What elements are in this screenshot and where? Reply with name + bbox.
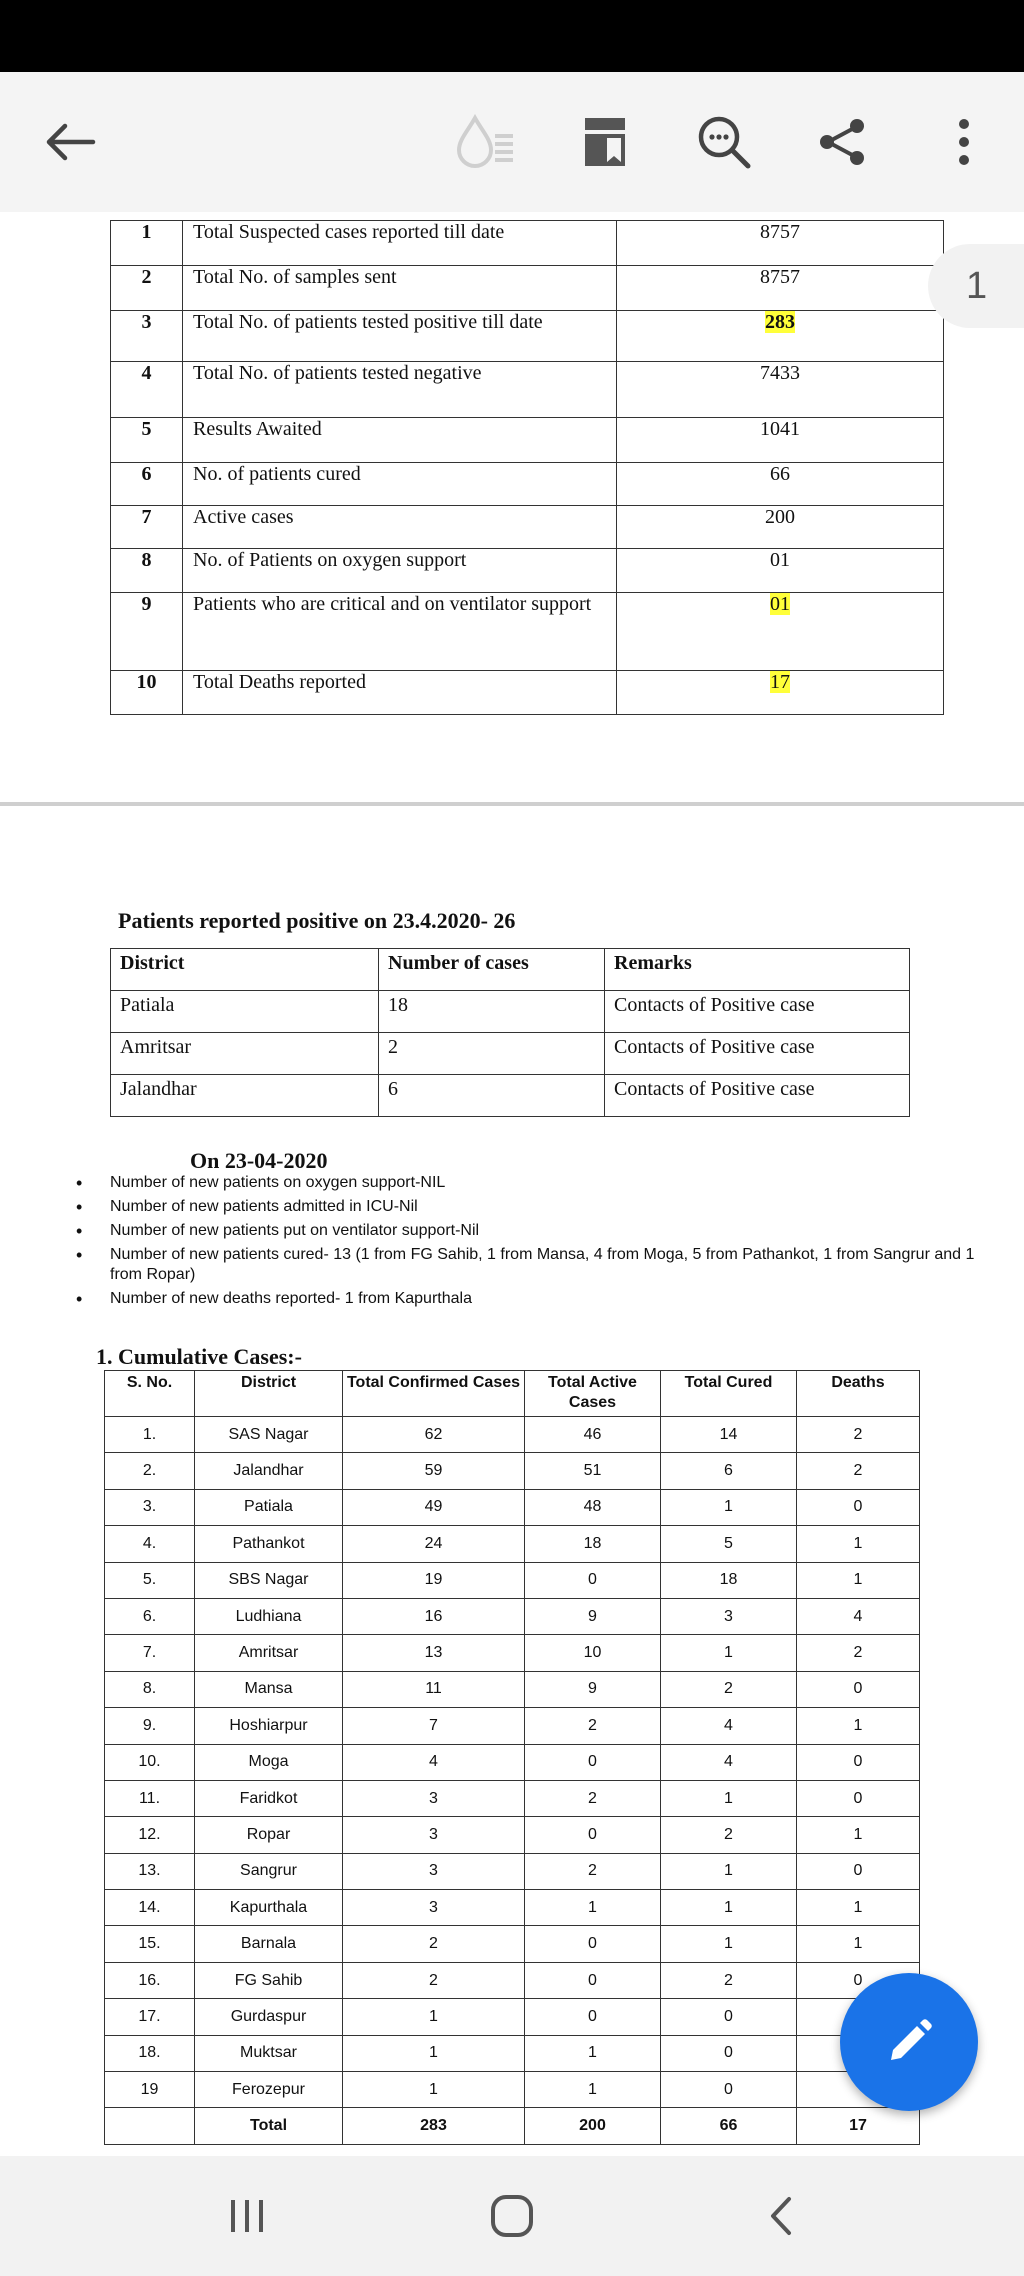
edit-fab-button[interactable] — [840, 1973, 978, 2111]
table-row — [105, 1890, 920, 1926]
table-cell: Jalandhar — [111, 1075, 379, 1117]
table-cell: 2 — [661, 1671, 797, 1707]
table-cell: 18 — [661, 1562, 797, 1598]
table-cell: 0 — [525, 1926, 661, 1962]
header-cell: Remarks — [605, 949, 910, 991]
serial-number: 10 — [111, 671, 183, 715]
table-cell: 18 — [379, 991, 605, 1033]
table-cell: 4 — [797, 1598, 920, 1634]
table-cell: 4 — [343, 1744, 525, 1780]
page-divider — [0, 802, 1024, 806]
table-cell: 1 — [661, 1890, 797, 1926]
table-cell: 2 — [343, 1926, 525, 1962]
table-row — [111, 671, 944, 715]
summary-table — [110, 220, 944, 715]
row-label — [183, 221, 617, 266]
table-cell: 1 — [661, 1780, 797, 1816]
serial-number: 4 — [111, 362, 183, 418]
table-row — [111, 463, 944, 506]
table-cell: 0 — [797, 1780, 920, 1816]
row-value — [617, 549, 944, 593]
table-cell: 6 — [379, 1075, 605, 1117]
table-row — [111, 311, 944, 362]
table-cell: Jalandhar — [195, 1453, 343, 1489]
table-cell: 5. — [105, 1562, 195, 1598]
header-cell: Number of cases — [379, 949, 605, 991]
table-cell: 14 — [661, 1417, 797, 1453]
row-value-text: 8757 — [760, 266, 800, 288]
table-cell: 46 — [525, 1417, 661, 1453]
table-row — [105, 1489, 920, 1525]
table-header-row — [111, 949, 910, 991]
row-label-text: Total Deaths reported — [193, 671, 366, 693]
table-cell: 4 — [661, 1744, 797, 1780]
header-cell: Total Confirmed Cases — [343, 1371, 525, 1417]
table-cell: 1 — [661, 1489, 797, 1525]
table-cell: Muktsar — [195, 2035, 343, 2071]
table-cell: 0 — [797, 1489, 920, 1525]
table-cell: 3 — [661, 1598, 797, 1634]
table-cell: Ropar — [195, 1817, 343, 1853]
table-cell: 12. — [105, 1817, 195, 1853]
header-cell: District — [195, 1371, 343, 1417]
header-cell: Total Active Cases — [525, 1371, 661, 1417]
header-cell: Deaths — [797, 1371, 920, 1417]
table-cell: Ferozepur — [195, 2072, 343, 2108]
row-value — [617, 266, 944, 311]
table-row — [111, 362, 944, 418]
serial-number: 7 — [111, 506, 183, 549]
table-cell: 2 — [525, 1780, 661, 1816]
edit-pencil-icon — [881, 2014, 937, 2070]
table-cell: 1. — [105, 1417, 195, 1453]
table-cell: 0 — [661, 2072, 797, 2108]
table-cell: 0 — [525, 1744, 661, 1780]
positive-cases-table — [110, 948, 910, 1117]
table-cell: 0 — [525, 1817, 661, 1853]
row-label — [183, 506, 617, 549]
table-cell: 3 — [343, 1780, 525, 1816]
row-label-text: No. of patients cured — [193, 463, 361, 485]
table-cell: 7 — [343, 1708, 525, 1744]
table-cell: 5 — [661, 1526, 797, 1562]
table-row — [105, 1853, 920, 1889]
table-cell: 6 — [661, 1453, 797, 1489]
table-cell: 24 — [343, 1526, 525, 1562]
row-value-text: 01 — [770, 593, 790, 615]
more-options-icon[interactable] — [924, 102, 1004, 182]
back-arrow-icon[interactable] — [30, 102, 110, 182]
recent-apps-icon[interactable] — [202, 2178, 292, 2254]
serial-number: 5 — [111, 418, 183, 463]
row-label — [183, 311, 617, 362]
table-cell: 1 — [797, 1926, 920, 1962]
table-cell: 14. — [105, 1890, 195, 1926]
table-row — [105, 2072, 920, 2108]
daily-bullet-list — [76, 1173, 996, 1313]
serial-number: 6 — [111, 463, 183, 506]
row-label — [183, 418, 617, 463]
table-cell: 13. — [105, 1853, 195, 1889]
row-value-text: 283 — [765, 311, 795, 333]
table-cell: 3 — [343, 1890, 525, 1926]
table-cell: 6. — [105, 1598, 195, 1634]
row-value — [617, 671, 944, 715]
table-cell: 8. — [105, 1671, 195, 1707]
table-cell: Total — [195, 2108, 343, 2144]
table-row — [105, 1780, 920, 1816]
table-row — [111, 549, 944, 593]
table-cell: 10. — [105, 1744, 195, 1780]
row-value — [617, 418, 944, 463]
table-row — [105, 1926, 920, 1962]
table-cell: 0 — [525, 1962, 661, 1998]
row-label — [183, 362, 617, 418]
table-cell: 17. — [105, 1999, 195, 2035]
table-cell: Pathankot — [195, 1526, 343, 1562]
table-cell: 2 — [797, 1635, 920, 1671]
table-cell: 18 — [525, 1526, 661, 1562]
bookmark-icon[interactable] — [565, 102, 645, 182]
table-row — [111, 1075, 910, 1117]
table-cell: Amritsar — [195, 1635, 343, 1671]
row-label-text: Total No. of patients tested positive till date — [193, 311, 543, 333]
table-row — [111, 1033, 910, 1075]
serial-number: 3 — [111, 311, 183, 362]
table-cell: 2. — [105, 1453, 195, 1489]
row-value — [617, 311, 944, 362]
row-value-text: 200 — [765, 506, 795, 528]
table-cell: 48 — [525, 1489, 661, 1525]
serial-number: 2 — [111, 266, 183, 311]
row-value-text: 8757 — [760, 221, 800, 243]
table-cell: 0 — [525, 1999, 661, 2035]
table-cell: 4. — [105, 1526, 195, 1562]
table-cell: 2 — [525, 1708, 661, 1744]
table-cell: Patiala — [195, 1489, 343, 1525]
table-row — [111, 593, 944, 671]
table-cell: 1 — [525, 2072, 661, 2108]
table-cell: 2 — [797, 1453, 920, 1489]
table-row — [105, 1999, 920, 2035]
positive-section-title: Patients reported positive on 23.4.2020- 26 — [118, 908, 516, 933]
row-value — [617, 463, 944, 506]
row-label — [183, 593, 617, 671]
table-cell: Contacts of Positive case — [605, 1033, 910, 1075]
table-cell: 4 — [661, 1708, 797, 1744]
table-cell: 49 — [343, 1489, 525, 1525]
table-cell: 1 — [343, 1999, 525, 2035]
table-cell: 66 — [661, 2108, 797, 2144]
header-cell: Total Cured — [661, 1371, 797, 1417]
table-cell: 9. — [105, 1708, 195, 1744]
table-cell: SAS Nagar — [195, 1417, 343, 1453]
table-row — [105, 1635, 920, 1671]
table-cell: 0 — [661, 1999, 797, 2035]
table-cell: 16 — [343, 1598, 525, 1634]
table-cell: 1 — [797, 1708, 920, 1744]
daily-section-title: On 23-04-2020 — [190, 1148, 328, 1173]
list-item: • Number of new patients put on ventilator support-Nil — [76, 1221, 996, 1241]
row-label — [183, 266, 617, 311]
reading-mode-icon[interactable] — [446, 102, 526, 182]
row-value — [617, 221, 944, 266]
table-cell: 2 — [525, 1853, 661, 1889]
table-cell: 2 — [379, 1033, 605, 1075]
table-cell: 59 — [343, 1453, 525, 1489]
table-cell: 9 — [525, 1598, 661, 1634]
table-cell: SBS Nagar — [195, 1562, 343, 1598]
row-label — [183, 549, 617, 593]
total-row — [105, 2108, 920, 2144]
table-row — [105, 1562, 920, 1598]
table-row — [111, 418, 944, 463]
cumulative-cases-table — [104, 1370, 920, 2145]
table-cell: 1 — [797, 1817, 920, 1853]
table-cell: 0 — [797, 1853, 920, 1889]
serial-number: 1 — [111, 221, 183, 266]
table-cell: 1 — [661, 1926, 797, 1962]
list-item: • Number of new patients cured- 13 (1 from FG Sahib, 1 from Mansa, 4 from Moga, 5 from Pathankot, 1 from Sangrur and 1 from Ropar) — [76, 1245, 996, 1285]
table-cell: Ludhiana — [195, 1598, 343, 1634]
row-value-text: 66 — [770, 463, 790, 485]
table-cell: 2 — [797, 1417, 920, 1453]
table-cell: 1 — [661, 1853, 797, 1889]
table-cell: 3 — [343, 1817, 525, 1853]
row-value — [617, 593, 944, 671]
row-label-text: Total No. of patients tested negative — [193, 362, 482, 384]
table-cell: 2 — [661, 1962, 797, 1998]
table-cell: 0 — [797, 1962, 920, 1998]
table-cell: 0 — [797, 1744, 920, 1780]
table-cell: 1 — [343, 2035, 525, 2071]
row-label-text: Patients who are critical and on ventilator support — [193, 593, 592, 615]
table-cell: Sangrur — [195, 1853, 343, 1889]
table-cell: 19 — [105, 2072, 195, 2108]
table-row — [111, 506, 944, 549]
table-cell: 1 — [343, 2072, 525, 2108]
list-item: • Number of new patients on oxygen support-NIL — [76, 1173, 996, 1193]
table-cell: 283 — [343, 2108, 525, 2144]
table-cell: 9 — [525, 1671, 661, 1707]
table-cell: Mansa — [195, 1671, 343, 1707]
table-cell: 62 — [343, 1417, 525, 1453]
row-value-text: 01 — [770, 549, 790, 571]
table-cell: 19 — [343, 1562, 525, 1598]
table-cell: 15. — [105, 1926, 195, 1962]
table-row — [111, 221, 944, 266]
table-row — [105, 1744, 920, 1780]
table-cell: 17 — [797, 2108, 920, 2144]
table-row — [105, 1417, 920, 1453]
table-row — [105, 1671, 920, 1707]
row-value-text: 7433 — [760, 362, 800, 384]
row-label-text: No. of Patients on oxygen support — [193, 549, 467, 571]
header-cell: S. No. — [105, 1371, 195, 1417]
table-cell: FG Sahib — [195, 1962, 343, 1998]
back-icon[interactable] — [735, 2178, 825, 2254]
table-row — [105, 1817, 920, 1853]
table-cell: 3. — [105, 1489, 195, 1525]
table-row — [105, 2035, 920, 2071]
row-value-text: 17 — [770, 671, 790, 693]
table-cell: Hoshiarpur — [195, 1708, 343, 1744]
table-cell: Faridkot — [195, 1780, 343, 1816]
table-row — [111, 991, 910, 1033]
table-cell: 16. — [105, 1962, 195, 1998]
search-icon[interactable] — [684, 102, 764, 182]
row-label — [183, 671, 617, 715]
table-cell: 18. — [105, 2035, 195, 2071]
table-cell: Gurdaspur — [195, 1999, 343, 2035]
table-cell: 11. — [105, 1780, 195, 1816]
list-item: • Number of new patients admitted in ICU-Nil — [76, 1197, 996, 1217]
table-cell: Moga — [195, 1744, 343, 1780]
table-cell: 1 — [797, 1890, 920, 1926]
serial-number: 9 — [111, 593, 183, 671]
row-label-text: Active cases — [193, 506, 294, 528]
table-cell: 1 — [797, 1526, 920, 1562]
row-label-text: Results Awaited — [193, 418, 322, 440]
list-item: • Number of new deaths reported- 1 from Kapurthala — [76, 1289, 996, 1309]
table-cell: 51 — [525, 1453, 661, 1489]
table-cell — [105, 2108, 195, 2144]
table-cell: 0 — [525, 1562, 661, 1598]
row-value — [617, 362, 944, 418]
row-value-text: 1041 — [760, 418, 800, 440]
system-navigation-bar — [0, 2156, 1024, 2276]
table-header-row — [105, 1371, 920, 1417]
table-cell: 2 — [343, 1962, 525, 1998]
share-icon[interactable] — [802, 102, 882, 182]
row-label-text: Total No. of samples sent — [193, 266, 397, 288]
table-cell: 0 — [661, 2035, 797, 2071]
serial-number: 8 — [111, 549, 183, 593]
status-bar — [0, 0, 1024, 72]
table-cell: 0 — [797, 1671, 920, 1707]
table-cell: Contacts of Positive case — [605, 1075, 910, 1117]
table-row — [105, 1708, 920, 1744]
table-cell: 1 — [525, 2035, 661, 2071]
header-cell: District — [111, 949, 379, 991]
table-row — [105, 1526, 920, 1562]
row-label — [183, 463, 617, 506]
table-cell: Patiala — [111, 991, 379, 1033]
table-cell: 200 — [525, 2108, 661, 2144]
table-cell: 2 — [661, 1817, 797, 1853]
table-cell: 1 — [797, 1562, 920, 1598]
cumulative-section-title: 1. Cumulative Cases:- — [96, 1344, 302, 1369]
table-row — [105, 1598, 920, 1634]
table-cell: 3 — [343, 1853, 525, 1889]
row-label-text: Total Suspected cases reported till date — [193, 221, 505, 243]
app-toolbar — [0, 72, 1024, 212]
table-row — [105, 1962, 920, 1998]
table-row — [105, 1453, 920, 1489]
table-cell: 1 — [661, 1635, 797, 1671]
table-cell: 7. — [105, 1635, 195, 1671]
table-cell: 1 — [525, 1890, 661, 1926]
cumulative-table-body — [105, 1417, 920, 2108]
table-cell: 11 — [343, 1671, 525, 1707]
table-row — [111, 266, 944, 311]
table-cell: Barnala — [195, 1926, 343, 1962]
table-cell: Kapurthala — [195, 1890, 343, 1926]
table-cell: 10 — [525, 1635, 661, 1671]
table-cell: 13 — [343, 1635, 525, 1671]
table-cell: Amritsar — [111, 1033, 379, 1075]
home-icon[interactable] — [467, 2178, 557, 2254]
table-cell: Contacts of Positive case — [605, 991, 910, 1033]
page-number-indicator: 1 — [928, 244, 1024, 328]
row-value — [617, 506, 944, 549]
